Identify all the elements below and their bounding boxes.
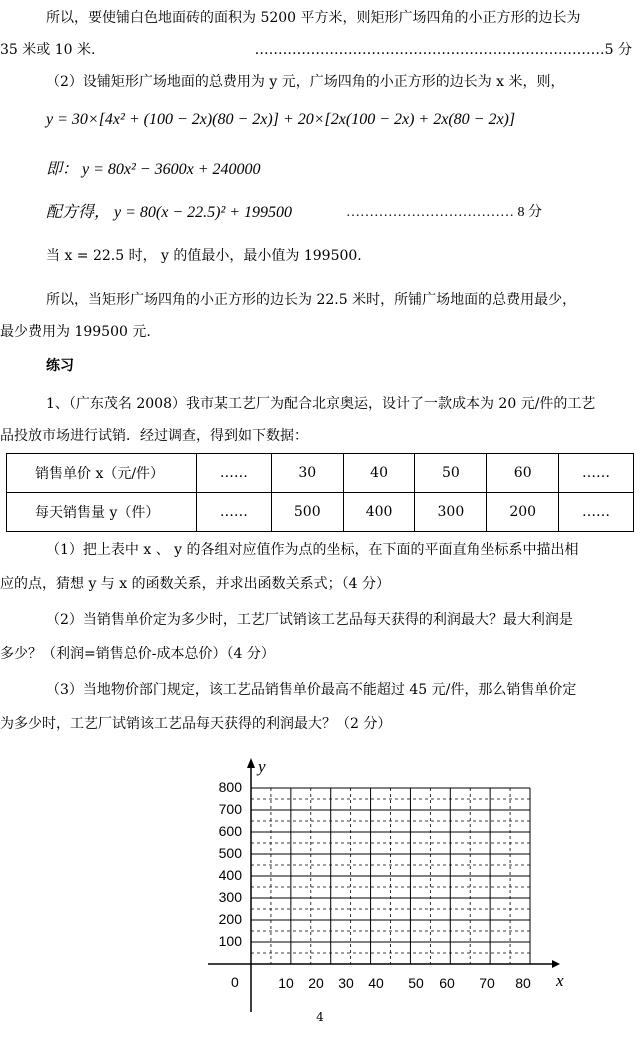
x-tick-label: 70: [479, 975, 495, 991]
table-cell: 30: [271, 454, 343, 493]
equation: 配方得， y = 80(x − 22.5)² + 199500 ……………………………… 8 分: [46, 204, 542, 221]
table-cell: 500: [271, 493, 343, 532]
text-line: （2）当销售单价定为多少时，工艺厂试销该工艺品每天获得的利润最大？最大利润是: [46, 612, 573, 628]
text-line: （1）把上表中 x 、 y 的各组对应值作为点的坐标，在下面的平面直角坐标系中描出相: [46, 542, 579, 558]
page-number: 4: [316, 1010, 324, 1024]
x-tick-label: 50: [408, 975, 424, 991]
table-cell: 每天销售量 y（件）: [7, 493, 197, 532]
text-line: 为多少时，工艺厂试销该工艺品每天获得的利润最大？（2 分）: [0, 716, 392, 732]
text-line: 1、（广东茂名 2008）我市某工艺厂为配合北京奥运，设计了一款成本为 20 元/件的工艺: [46, 396, 596, 412]
text-line: 品投放市场进行试销．经过调查，得到如下数据：: [0, 428, 308, 444]
y-tick-label: 800: [218, 779, 242, 795]
text-line: 多少？（利润=销售总价-成本总价）（4 分）: [0, 646, 275, 662]
text-line: 所以，当矩形广场四角的小正方形的边长为 22.5 米时，所铺广场地面的总费用最少，: [46, 292, 577, 308]
table-cell: 300: [415, 493, 487, 532]
y-axis-label: y: [258, 757, 266, 776]
table-cell: ……: [559, 493, 634, 532]
table-cell: ……: [197, 493, 272, 532]
table-cell: 200: [487, 493, 559, 532]
section-heading: 练习: [46, 358, 74, 374]
y-tick-label: 700: [218, 801, 242, 817]
text-line: （3）当地物价部门规定，该工艺品销售单价最高不能超过 45 元/件，那么销售单价定: [46, 682, 577, 698]
x-tick-label: 40: [368, 975, 384, 991]
x-tick-label: 80: [515, 975, 531, 991]
text-line: 35 米或 10 米. …………………………………………………………………5 分: [0, 42, 632, 58]
equation: y = 30×[4x² + (100 − 2x)(80 − 2x)] + 20×[2x(100 − 2x) + 2x(80 − 2x)]: [46, 111, 516, 128]
table-cell: 40: [343, 454, 415, 493]
table-cell: 销售单价 x（元/件）: [7, 454, 197, 493]
origin-label: 0: [231, 974, 239, 990]
y-tick-label: 300: [218, 889, 242, 905]
y-tick-label: 400: [218, 867, 242, 883]
table-cell: ……: [559, 454, 634, 493]
y-axis-arrow: [247, 758, 255, 768]
x-axis-arrow: [552, 960, 560, 968]
text-line: （2）设铺矩形广场地面的总费用为 y 元，广场四角的小正方形的边长为 x 米，则，: [46, 74, 565, 90]
x-tick-label: 10: [278, 975, 294, 991]
y-tick-label: 500: [218, 845, 242, 861]
y-tick-label: 600: [218, 823, 242, 839]
y-tick-label: 100: [218, 933, 242, 949]
table-cell: ……: [197, 454, 272, 493]
text-line: 应的点，猜想 y 与 x 的函数关系，并求出函数关系式；（4 分）: [0, 576, 390, 592]
y-tick-label: 200: [218, 911, 242, 927]
x-tick-label: 20: [308, 975, 324, 991]
table-cell: 60: [487, 454, 559, 493]
table-cell: 400: [343, 493, 415, 532]
x-tick-label: 30: [338, 975, 354, 991]
x-axis-label: x: [556, 971, 564, 990]
text-line: 最少费用为 199500 元.: [0, 324, 151, 340]
text-line: 所以，要使铺白色地面砖的面积为 5200 平方米，则矩形广场四角的小正方形的边长为: [46, 10, 581, 26]
x-tick-label: 60: [439, 975, 455, 991]
table-cell: 50: [415, 454, 487, 493]
equation: 即： y = 80x² − 3600x + 240000: [46, 161, 261, 178]
text-line: 当 x = 22.5 时， y 的值最小，最小值为 199500.: [46, 248, 362, 264]
